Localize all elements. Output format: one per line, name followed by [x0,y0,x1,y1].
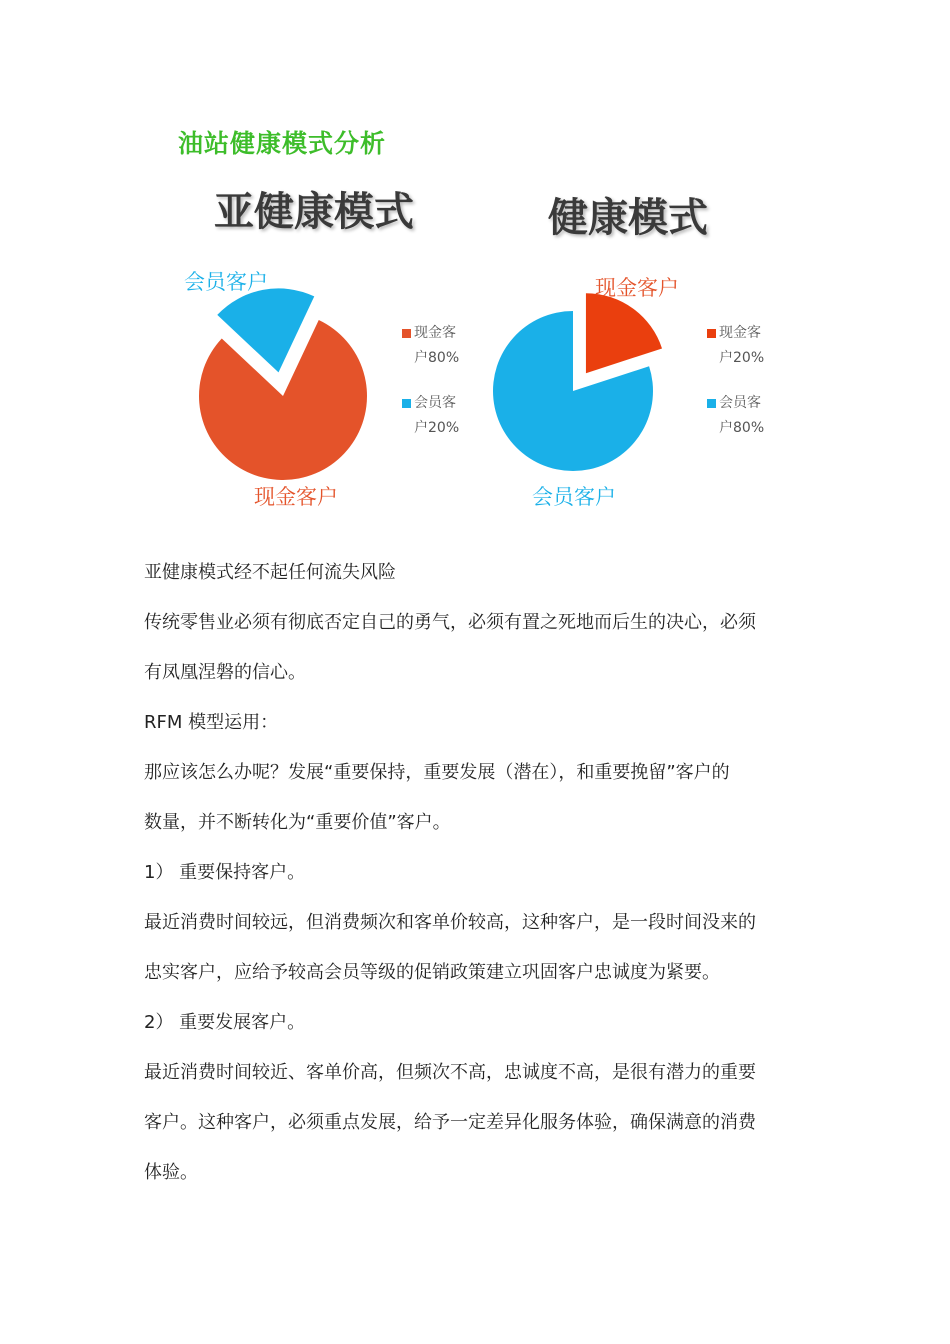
slice-label-member-right: 会员客户 [532,485,616,509]
pie-slice-cash-right [586,293,662,373]
paragraph: 1） 重要保持客户。 [144,862,306,883]
legend-item-cash-right [707,321,764,371]
legend-right [707,321,764,461]
legend-text: 户80% [414,350,460,366]
legend-item-member-left [402,391,459,441]
paragraph: 那应该怎么办呢？发展“重要保持，重要发展（潜在），和重要挽留”客户的 [144,762,730,783]
paragraph: 最近消费时间较远，但消费频次和客单价较高，这种客户，是一段时间没来的 [144,912,756,933]
paragraph: 忠实客户，应给予较高会员等级的促销政策建立巩固客户忠诚度为紧要。 [144,962,720,983]
paragraph: 有凤凰涅磐的信心。 [144,662,306,683]
paragraph: 数量，并不断转化为“重要价值”客户。 [144,812,451,833]
slice-label-cash-right: 现金客户 [595,276,679,300]
chart-title-subhealthy: 亚健康模式 [214,189,414,235]
pie-chart-figure [0,0,950,540]
slice-label-cash-left: 现金客户 [254,485,338,509]
legend-text: 户20% [719,350,765,366]
legend-text: 现金客 [719,325,761,341]
legend-text: 现金客 [414,325,456,341]
paragraph: 传统零售业必须有彻底否定自己的勇气，必须有置之死地而后生的决心，必须 [144,612,756,633]
slice-label-member-left: 会员客户 [184,270,268,294]
figure-title: 油站健康模式分析 [178,129,387,158]
paragraph: 亚健康模式经不起任何流失风险 [144,562,396,583]
body-text [144,548,814,1198]
paragraph: 最近消费时间较近、客单价高，但频次不高，忠诚度不高，是很有潜力的重要 [144,1062,756,1083]
legend-swatch [707,329,716,338]
legend-text: 户80% [719,420,765,436]
pie-charts-svg [0,0,950,540]
paragraph: 2） 重要发展客户。 [144,1012,306,1033]
legend-item-cash-left [402,321,459,371]
legend-left [402,321,459,461]
legend-item-member-right [707,391,764,441]
chart-title-healthy: 健康模式 [548,195,708,241]
legend-text: 会员客 [414,395,456,411]
paragraph: 客户。这种客户，必须重点发展，给予一定差异化服务体验，确保满意的消费 [144,1112,756,1133]
legend-swatch [402,399,411,408]
paragraph: 体验。 [144,1162,198,1183]
legend-text: 会员客 [719,395,761,411]
paragraph: RFM 模型运用： [144,712,279,733]
legend-text: 户20% [414,420,460,436]
legend-swatch [402,329,411,338]
legend-swatch [707,399,716,408]
